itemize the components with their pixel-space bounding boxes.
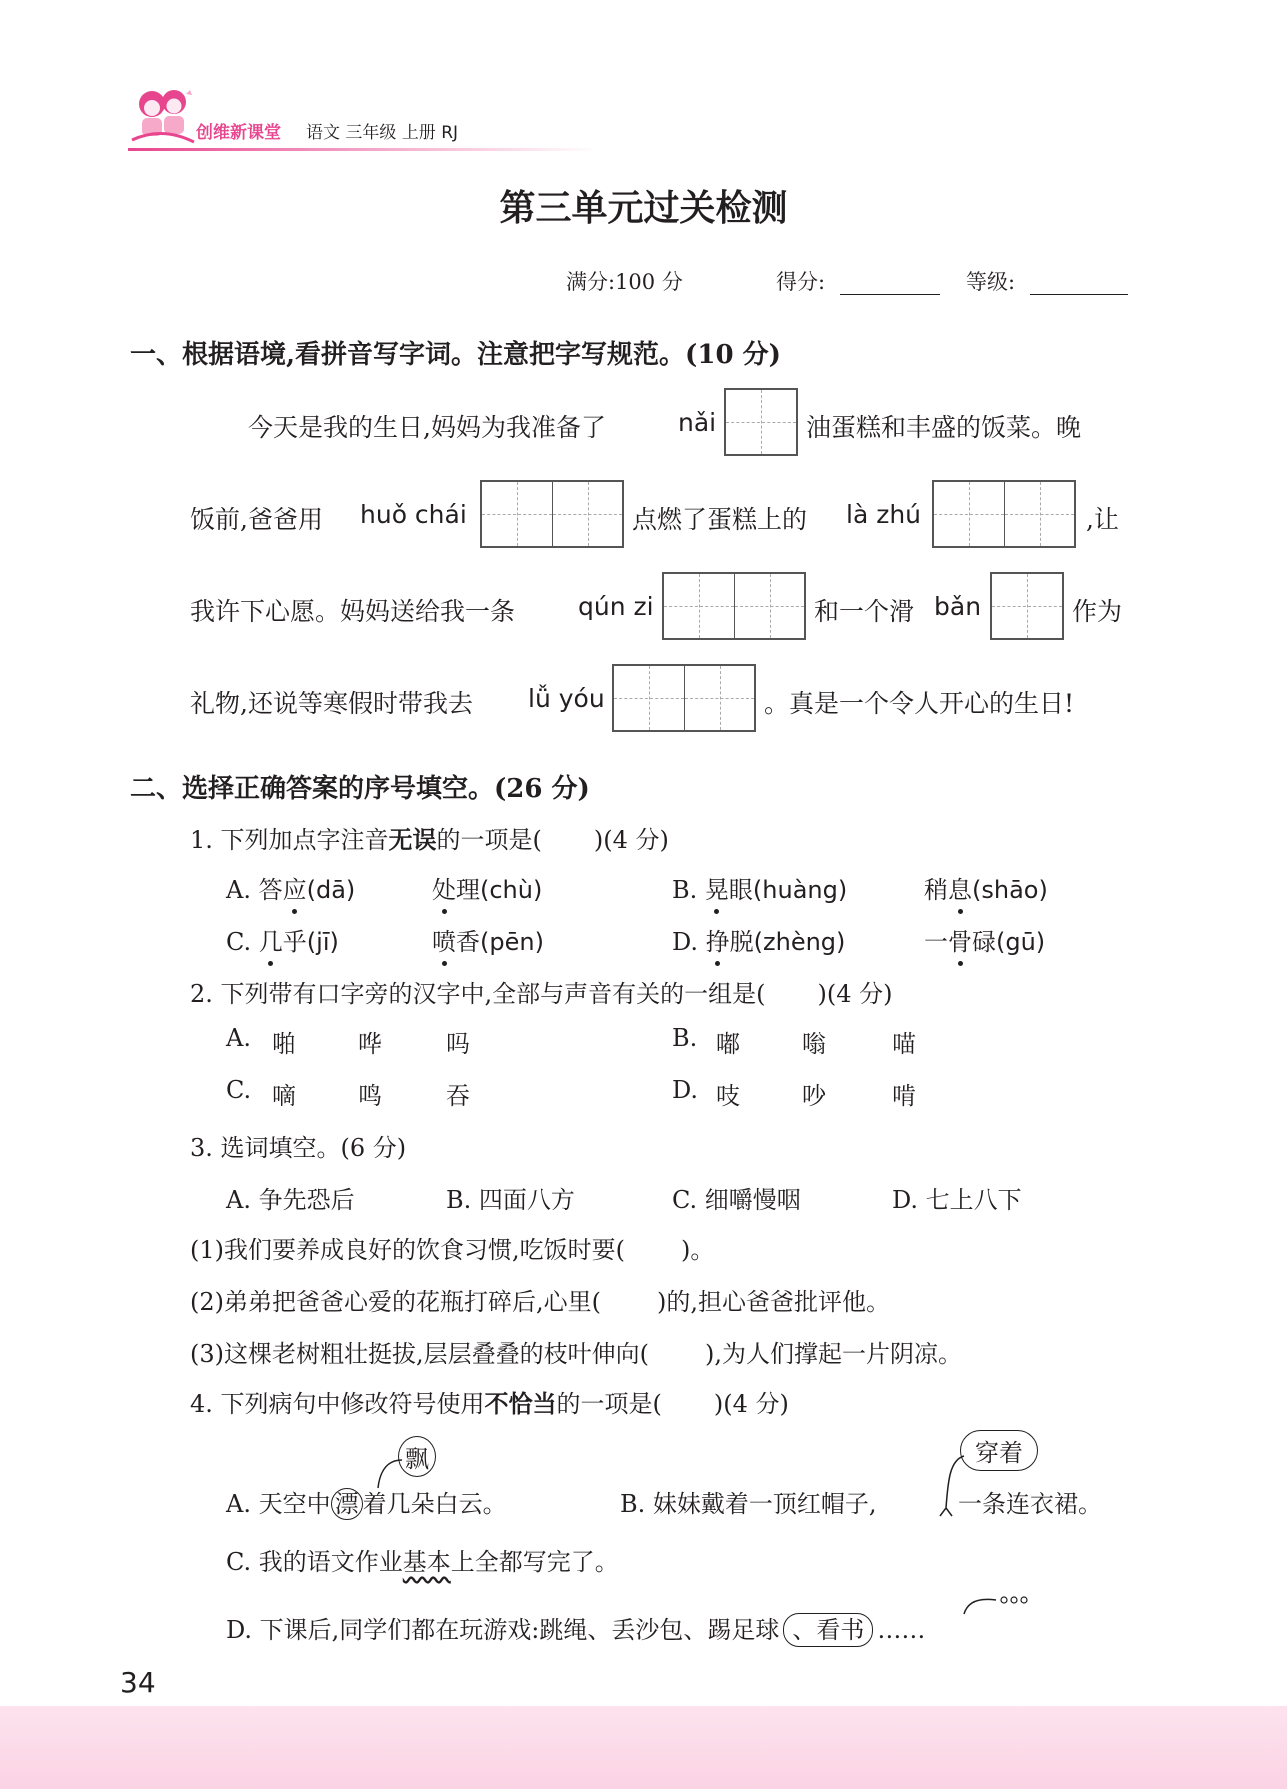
q4-option-b-text-b: 一条连衣裙。: [958, 1490, 1102, 1518]
answer-box-lvyou[interactable]: [612, 664, 756, 732]
kids-mascot-icon: [126, 86, 198, 152]
q2-option-d-char1: 吱: [716, 1082, 740, 1110]
answer-box-huochai[interactable]: [480, 480, 624, 548]
q4-option-d: D. 下课后,同学们都在玩游戏:跳绳、丢沙包、踢足球 、看书 ……: [226, 1610, 925, 1647]
q2-option-a-char1: 啪: [272, 1030, 296, 1058]
q2-option-c-char2: 鸣: [358, 1082, 382, 1110]
q1-stem: 1. 下列加点字注音无误的一项是( )(4 分): [190, 825, 669, 854]
q4-a-correction-bubble: 飘: [398, 1436, 436, 1477]
q4-d-deletion-mark: [960, 1592, 1032, 1618]
q1-option-b: B. 晃眼(huàng): [672, 870, 847, 905]
s1-line4-text-b: 。真是一个令人开心的生日!: [764, 689, 1075, 718]
s1-line4-text-a: 礼物,还说等寒假时带我去: [190, 689, 473, 718]
footer-band: [0, 1706, 1287, 1789]
q4-option-b-text-a: B. 妹妹戴着一顶红帽子,: [620, 1490, 877, 1518]
q4-b-insert-bubble: 穿着: [960, 1430, 1038, 1471]
s1-line3-text-a: 我许下心愿。妈妈送给我一条: [190, 597, 516, 626]
q2-stem: 2. 下列带有口字旁的汉字中,全部与声音有关的一组是( )(4 分): [190, 980, 893, 1008]
score-label: 得分:: [776, 270, 826, 294]
full-score-label: 满分:100 分: [566, 270, 683, 294]
q2-option-d-char2: 吵: [802, 1082, 826, 1110]
q3-option-c: C. 细嚼慢咽: [672, 1186, 801, 1214]
q2-option-a-char2: 哗: [358, 1030, 382, 1058]
s1-line2-text-c: ,让: [1086, 505, 1119, 534]
q4-option-a: A. 天空中 漂 着几朵白云。: [226, 1490, 507, 1518]
q1-option-b-word2: 稍息(shāo): [924, 870, 1048, 905]
s1-line3-text-c: 作为: [1072, 597, 1123, 626]
s1-line3-text-b: 和一个滑: [814, 597, 915, 626]
q1-option-d-word2: 一骨碌(gū): [924, 922, 1045, 957]
grade-blank[interactable]: [1030, 294, 1128, 295]
q2-option-c-label: C.: [226, 1076, 252, 1104]
q4-a-circled-char: 漂: [331, 1488, 363, 1520]
s1-pinyin-lvyou: lǚ yóu: [528, 684, 605, 713]
q2-option-b-char3: 喵: [892, 1030, 916, 1058]
s1-line2-text-b: 点燃了蛋糕上的: [632, 505, 808, 534]
q3-sentence-3: (3)这棵老树粗壮挺拔,层层叠叠的枝叶伸向( ),为人们撑起一片阴凉。: [190, 1340, 962, 1368]
s1-pinyin-lazhu: là zhú: [846, 500, 922, 529]
q3-stem: 3. 选词填空。(6 分): [190, 1134, 407, 1162]
q3-option-b: B. 四面八方: [446, 1186, 575, 1214]
q4-d-boxed-text: 、看书: [783, 1613, 873, 1647]
q2-option-b-char1: 嘟: [716, 1030, 740, 1058]
q1-option-d: D. 挣脱(zhèng): [672, 922, 845, 957]
q1-option-a: A. 答应(dā): [226, 870, 355, 905]
q3-option-d: D. 七上八下: [892, 1186, 1022, 1214]
answer-box-qunzi[interactable]: [662, 572, 806, 640]
answer-box-lazhu[interactable]: [932, 480, 1076, 548]
s1-pinyin-nai: nǎi: [678, 408, 717, 437]
score-blank[interactable]: [840, 294, 940, 295]
header-divider: [128, 148, 598, 151]
answer-box-ban[interactable]: [990, 572, 1064, 640]
page-number: 34: [120, 1666, 156, 1699]
q2-option-d-label: D.: [672, 1076, 699, 1104]
s1-line1-text-b: 油蛋糕和丰盛的饭菜。晚: [806, 413, 1082, 442]
section2-heading: 二、选择正确答案的序号填空。(26 分): [130, 774, 590, 804]
q2-option-a-label: A.: [226, 1024, 251, 1052]
s1-pinyin-qunzi: qún zi: [578, 592, 654, 621]
q2-option-a-char3: 吗: [446, 1030, 470, 1058]
q2-option-b-char2: 嗡: [802, 1030, 826, 1058]
q2-option-c-char3: 吞: [446, 1082, 470, 1110]
brand-label: 创维新课堂: [196, 123, 281, 143]
s1-line2-text-a: 饭前,爸爸用: [190, 505, 323, 534]
subject-label: 语文 三年级 上册 RJ: [306, 123, 459, 143]
q2-option-c-char1: 嘀: [272, 1082, 296, 1110]
q1-option-c-word2: 喷香(pēn): [432, 922, 544, 957]
s1-line1-text-a: 今天是我的生日,妈妈为我准备了: [248, 413, 606, 442]
s1-pinyin-ban: bǎn: [934, 592, 982, 621]
q1-option-c: C. 几乎(jī): [226, 922, 339, 957]
q3-option-a: A. 争先恐后: [226, 1186, 355, 1214]
q4-option-c: C. 我的语文作业基本上全都写完了。: [226, 1548, 619, 1576]
page-title: 第三单元过关检测: [499, 188, 788, 229]
answer-box-nai[interactable]: [724, 388, 798, 456]
q1-option-a-word2: 处理(chù): [432, 870, 542, 905]
q4-stem: 4. 下列病句中修改符号使用不恰当的一项是( )(4 分): [190, 1389, 789, 1418]
q2-option-d-char3: 啃: [892, 1082, 916, 1110]
q3-sentence-1: (1)我们要养成良好的饮食习惯,吃饭时要( )。: [190, 1236, 715, 1264]
s1-pinyin-huochai: huǒ chái: [360, 500, 467, 529]
grade-label: 等级:: [966, 270, 1016, 294]
q3-sentence-2: (2)弟弟把爸爸心爱的花瓶打碎后,心里( )的,担心爸爸批评他。: [190, 1288, 890, 1316]
section1-heading: 一、根据语境,看拼音写字词。注意把字写规范。(10 分): [130, 340, 781, 370]
q2-option-b-label: B.: [672, 1024, 698, 1052]
